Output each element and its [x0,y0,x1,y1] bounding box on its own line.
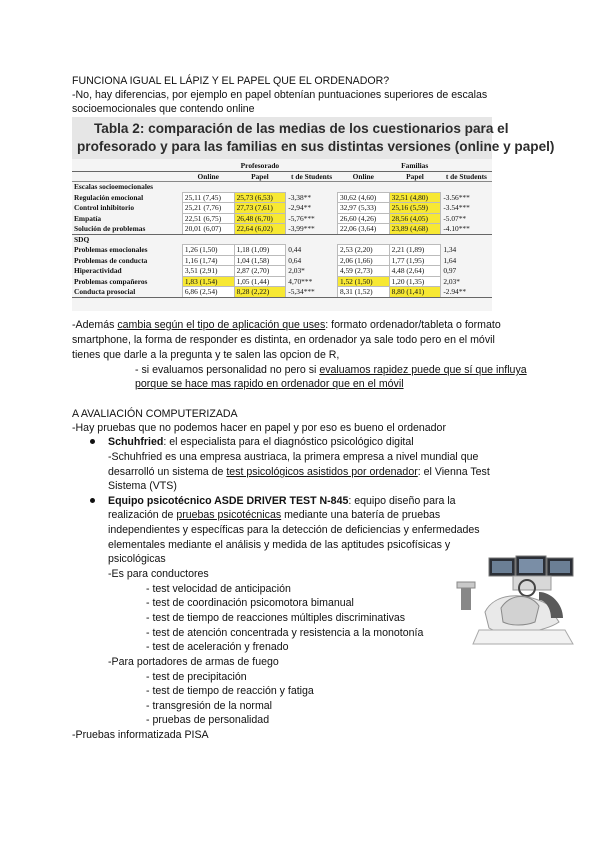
column-header: t de Students [441,171,492,182]
paragraph-line: Sistema (VTS) [108,480,177,492]
paragraph-line: independientes y específicas para la detección de deficiencias y enfermedades [108,524,480,536]
table-row [72,287,492,298]
paragraph-line [135,363,527,377]
row-label: Problemas emocionales [74,245,148,255]
paragraph-line: psicológicas [108,553,166,565]
section-label: Escalas socioemocionales [74,182,154,192]
table-title [72,117,555,159]
paragraph-line: -Hay pruebas que no podemos hacer en papel y por eso es bueno el ordenador [72,422,446,434]
table-cell: 0,97 [443,266,457,276]
table-row [72,245,492,256]
paragraph-line: elementales mediante el análisis y medida de las aptitudes psicofísicas y [108,539,451,551]
paragraph-line: smartphone, la forma de responder es distinta, en ordenador ya sale todo pero en el móvil [72,334,495,346]
table-cell: 2,03* [443,276,460,286]
row-label: Regulación emocional [74,192,144,202]
list-item: - test de aceleración y frenado [146,641,289,653]
table-cell: 27,73 (7,61) [234,203,286,214]
list-item: - test de precipitación [146,671,247,683]
text: desarrolló un sistema de [108,466,227,478]
underlined-text: cambia según el tipo de aplicación que uses [117,319,326,331]
comparison-table [72,161,492,298]
table-cell: 4,59 (2,73) [337,266,389,277]
text: - si evaluamos personalidad no pero si [135,364,320,376]
row-label: Control inhibitorio [74,203,135,213]
table-cell: 25,16 (5,59) [389,203,441,214]
table-cell: 1,05 (1,44) [234,276,286,287]
text: : el especialista para el diagnóstico psicológico digital [163,436,414,448]
column-header: Online [337,171,389,182]
table-cell: 1,34 [443,245,457,255]
table-cell: 1,20 (1,35) [389,276,441,287]
table-cell: 30,62 (4,60) [337,192,389,203]
table-cell: 1,52 (1,50) [337,276,389,287]
paragraph-line [108,508,440,522]
table-row [72,203,492,214]
table-cell: 1,64 [443,255,457,265]
table-cell: 25,73 (6,53) [234,192,286,203]
table-cell: 32,51 (4,80) [389,192,441,203]
text: -Además [72,319,118,331]
table-cell: -2.94** [441,287,492,298]
list-item: - test velocidad de anticipación [146,583,291,595]
column-header: Papel [389,171,441,182]
table-row [72,192,492,203]
table-title-line: profesorado y para las familias en sus distintas versiones (online y papel) [77,139,555,154]
bold-term: Equipo psicotécnico ASDE DRIVER TEST N-845 [108,495,349,507]
row-label: Problemas de conducta [74,255,148,265]
table-cell: -5,34*** [286,287,338,298]
intro-line: -No, hay diferencias, por ejemplo en papel obtenían puntuaciones superiores de escalas [72,89,488,101]
sublist-title: -Para portadores de armas de fuego [108,656,279,668]
heading: FUNCIONA IGUAL EL LÁPIZ Y EL PAPEL QUE EL ORDENADOR? [72,75,390,87]
bold-term: Schuhfried [108,436,164,448]
row-label: Hiperactividad [74,266,122,276]
group-header: Profesorado [182,161,337,171]
table-row [72,213,492,224]
table-cell: -3,38** [288,192,312,202]
table-cell: 1,18 (1,09) [234,245,286,256]
text: : equipo diseño para la [348,495,456,507]
list-item: - transgresión de la normal [146,700,273,712]
paragraph-line: -Pruebas informatizada PISA [72,729,209,741]
table-cell: 26,60 (4,26) [337,213,389,224]
table-cell: 1,77 (1,95) [389,255,441,266]
table-cell: 2,03* [288,266,305,276]
underlined-text: test psicológicos asistidos por ordenador [226,466,418,478]
table-cell: 0,64 [288,255,302,265]
list-item: - test de tiempo de reacción y fatiga [146,685,314,697]
column-header: Online [182,171,234,182]
list-item: - test de tiempo de reacciones múltiples discriminativas [146,612,406,624]
paragraph-line: -Schuhfried es una empresa austriaca, la primera empresa a nivel mundial que [108,451,479,463]
table-cell: 1,04 (1,58) [234,255,286,266]
table-cell: 4,70*** [288,276,313,286]
table-cell: 26,48 (6,70) [234,213,286,224]
table-cell: 2,21 (1,89) [389,245,441,256]
list-item: - test de coordinación psicomotora bimanual [146,597,354,609]
table-cell: 8,31 (1,52) [337,287,389,298]
table-cell: 28,56 (4,05) [389,213,441,224]
row-label: Solución de problemas [72,224,182,235]
list-item: - test de atención concentrada y resistencia a la monotonía [146,627,424,639]
table-cell: -2,94** [288,203,312,213]
table-cell: 3,51 (2,91) [182,266,234,277]
table-cell: 8,80 (1,41) [389,287,441,298]
row-label: Conducta prosocial [72,287,182,298]
table-row [72,266,492,277]
underlined-text: evaluamos rapidez puede que sí que influya [319,364,527,376]
column-header: Papel [234,171,286,182]
text: : el Vienna Test [417,466,490,478]
table-cell: 2,06 (1,66) [337,255,389,266]
driving-simulator-image [455,552,583,652]
bullet-icon [90,498,95,503]
paragraph-line [72,318,501,332]
comparison-table-figure [72,117,555,311]
paragraph-line: tienes que darle a la pregunta y te salen las opcion de R, [72,349,340,361]
table-cell: 1,26 (1,50) [182,245,234,256]
table-cell: 23,89 (4,68) [389,224,441,235]
table-row [72,224,492,235]
table-cell: 0,44 [288,245,302,255]
list-item: - pruebas de personalidad [146,714,270,726]
table-cell: -5.07** [443,213,467,223]
intro-line: socioemocionales que contendo online [72,103,255,115]
list-item [108,494,456,508]
row-label: Empatía [74,213,102,223]
text: mediante una batería de pruebas [281,509,441,521]
table-cell: 8,28 (2,22) [234,287,286,298]
table-row [72,255,492,266]
group-header: Familias [337,161,492,171]
table-cell: -4.10*** [441,224,492,235]
paragraph-line: porque se hace mas rapido en ordenador que en el móvil [135,378,404,390]
underlined-text: pruebas psicotécnicas [176,509,282,521]
text: realización de [108,509,177,521]
row-label: Problemas compañeros [74,276,148,286]
table-cell: 25,11 (7,45) [182,192,234,203]
bullet-icon [90,439,95,444]
table-cell: 22,06 (3,64) [337,224,389,235]
table-cell: 32,97 (5,33) [337,203,389,214]
table-cell: -3.54*** [443,203,470,213]
table-cell: 2,87 (2,70) [234,266,286,277]
table-cell: 6,86 (2,54) [182,287,234,298]
list-item [108,435,414,449]
table-cell: 25,21 (7,76) [182,203,234,214]
table-cell: 2,53 (2,20) [337,245,389,256]
table-cell: 22,64 (6,02) [234,224,286,235]
table-cell: 1,16 (1,74) [182,255,234,266]
column-header: t de Students [286,171,338,182]
table-cell: 22,51 (6,75) [182,213,234,224]
table-cell: 1,83 (1,54) [182,276,234,287]
table-cell: -5,76*** [288,213,315,223]
table-row [72,276,492,287]
table-cell: 20,01 (6,07) [182,224,234,235]
table-cell: 4,48 (2,64) [389,266,441,277]
paragraph-line [108,465,490,479]
section-title: A AVALIACIÓN COMPUTERIZADA [72,408,238,420]
text: : formato ordenador/tableta o formato [325,319,501,331]
sublist-title: -Es para conductores [108,568,209,580]
section-label: SDQ [74,234,90,244]
table-cell: -3,99*** [286,224,338,235]
table-cell: -3.56*** [443,192,470,202]
table-title-line: Tabla 2: comparación de las medias de los cuestionarios para el [94,121,509,136]
